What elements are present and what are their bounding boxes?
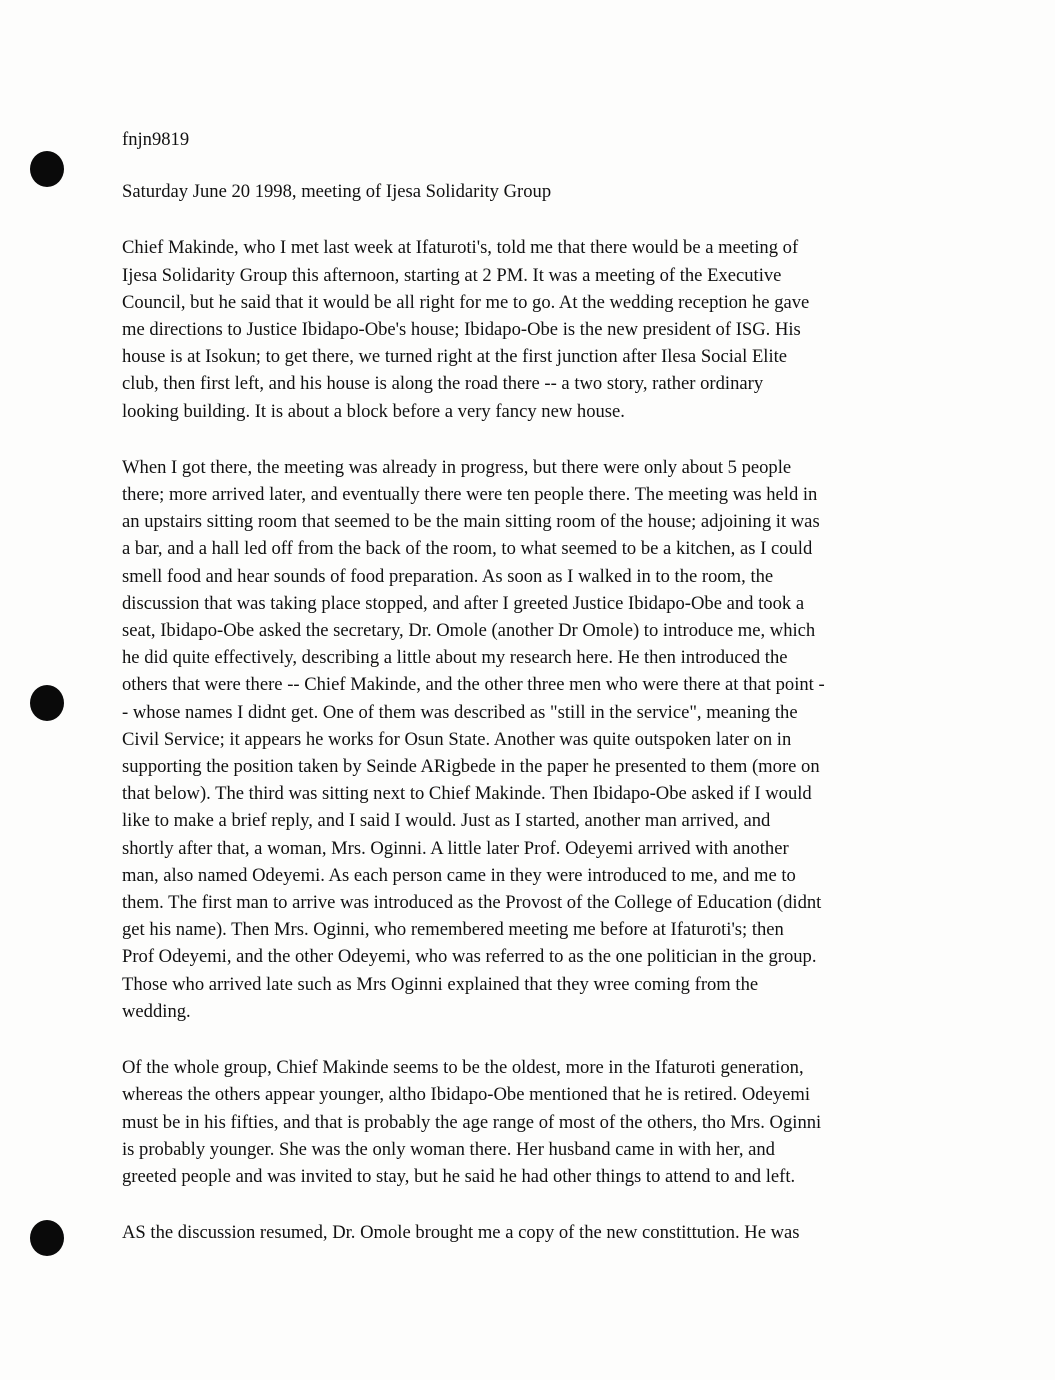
text-line: Civil Service; it appears he works for Osun State. Another was quite outspoken later on in [122, 728, 792, 750]
text-line: Prof Odeyemi, and the other Odeyemi, who was referred to as the one politician in the group. [122, 946, 817, 968]
paragraph [122, 1054, 952, 1190]
text-line: a bar, and a hall led off from the back of the room, to what seemed to be a kitchen, as I could [122, 538, 813, 560]
punch-hole [30, 685, 64, 721]
text-line: an upstairs sitting room that seemed to be the main sitting room of the house; adjoining it was [122, 511, 820, 533]
text-line: seat, Ibidapo-Obe asked the secretary, Dr. Omole (another Dr Omole) to introduce me, which [122, 620, 816, 642]
text-line: club, then first left, and his house is along the road there -- a two story, rather ordinary [122, 373, 764, 395]
text-line: discussion that was taking place stopped, and after I greeted Justice Ibidapo-Obe and took a [122, 592, 805, 614]
text-line: shortly after that, a woman, Mrs. Oginni. A little later Prof. Odeyemi arrived with another [122, 837, 789, 859]
text-line: supporting the position taken by Seinde ARigbede in the paper he presented to them (more on [122, 756, 820, 778]
text-line: wedding. [122, 1000, 191, 1022]
text-line: greeted people and was invited to stay, but he said he had other things to attend to and left. [122, 1165, 796, 1187]
text-line: like to make a brief reply, and I said I would. Just as I started, another man arrived, and [122, 810, 771, 832]
text-line: Council, but he said that it would be all right for me to go. At the wedding reception he gave [122, 291, 810, 313]
text-line: Of the whole group, Chief Makinde seems to be the oldest, more in the Ifaturoti generation, [122, 1057, 804, 1079]
text-line: man, also named Odeyemi. As each person came in they were introduced to me, and me to [122, 864, 796, 886]
text-line: Those who arrived late such as Mrs Oginni explained that they wree coming from the [122, 973, 759, 995]
document-body [122, 122, 952, 1246]
text-line: must be in his fifties, and that is probably the age range of most of the others, tho Mrs. Oginni [122, 1111, 822, 1133]
document-heading: Saturday June 20 1998, meeting of Ijesa Solidarity Group [122, 181, 552, 203]
text-line: get his name). Then Mrs. Oginni, who remembered meeting me before at Ifaturoti's; then [122, 919, 784, 941]
text-line: that below). The third was sitting next to Chief Makinde. Then Ibidapo-Obe asked if I would [122, 783, 812, 805]
punch-hole [30, 151, 64, 187]
text-line: there; more arrived later, and eventually there were ten people there. The meeting was held in [122, 484, 818, 506]
text-line: When I got there, the meeting was already in progress, but there were only about 5 people [122, 456, 792, 478]
text-line: - whose names I didnt get. One of them was described as "still in the service", meaning the [122, 701, 798, 723]
paragraph [122, 454, 952, 1025]
paragraph [122, 1219, 952, 1246]
document-id: fnjn9819 [122, 129, 190, 150]
text-line: smell food and hear sounds of food preparation. As soon as I walked in to the room, the [122, 565, 774, 587]
text-line: others that were there -- Chief Makinde, and the other three men who were there at that point - [122, 674, 825, 696]
paragraph [122, 234, 952, 424]
text-line: AS the discussion resumed, Dr. Omole brought me a copy of the new constittution. He was [122, 1222, 800, 1244]
punch-hole [30, 1220, 64, 1256]
text-line: house is at Isokun; to get there, we turned right at the first junction after Ilesa Social Elite [122, 346, 788, 368]
text-line: whereas the others appear younger, altho Ibidapo-Obe mentioned that he is retired. Odeyemi [122, 1084, 811, 1106]
text-line: Ijesa Solidarity Group this afternoon, starting at 2 PM. It was a meeting of the Executive [122, 264, 782, 286]
text-line: Chief Makinde, who I met last week at Ifaturoti's, told me that there would be a meeting of [122, 237, 799, 259]
text-line: looking building. It is about a block before a very fancy new house. [122, 400, 625, 422]
text-line: me directions to Justice Ibidapo-Obe's house; Ibidapo-Obe is the new president of ISG. His [122, 319, 801, 341]
text-line: he did quite effectively, describing a little about my research here. He then introduced the [122, 647, 788, 669]
text-line: them. The first man to arrive was introduced as the Provost of the College of Education (didnt [122, 892, 822, 914]
text-line: is probably younger. She was the only woman there. Her husband came in with her, and [122, 1138, 775, 1160]
paragraph-list [122, 234, 952, 1246]
